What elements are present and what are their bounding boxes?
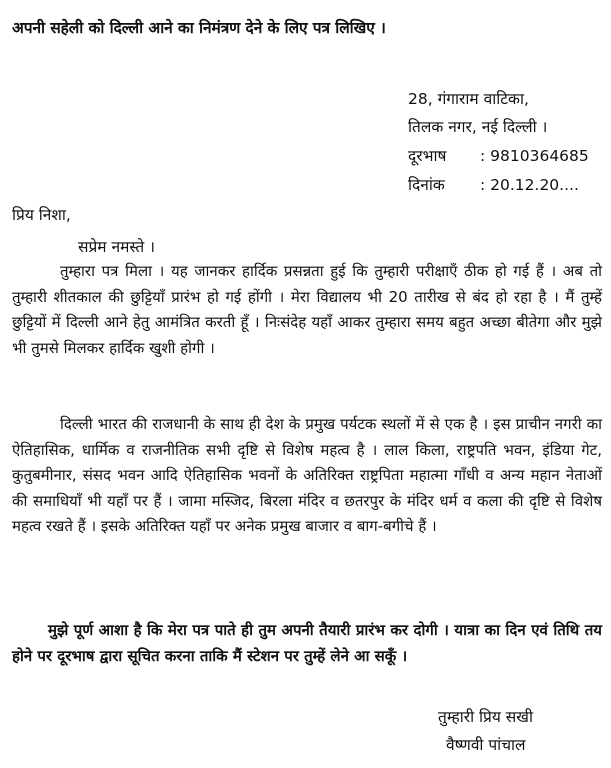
phone-label: दूरभाष bbox=[408, 147, 447, 165]
date-line bbox=[408, 173, 579, 195]
sender-name: वैष्णवी पांचाल bbox=[446, 736, 526, 754]
address-line-1: 28, गंगाराम वाटिका, bbox=[408, 90, 529, 108]
letter-title: अपनी सहेली को दिल्ली आने का निमंत्रण देने के लिए पत्र लिखिए । bbox=[12, 19, 386, 37]
salutation: प्रिय निशा, bbox=[12, 206, 71, 224]
date-value: : 20.12.20.... bbox=[480, 176, 579, 194]
phone-line bbox=[408, 144, 589, 166]
body-paragraph-2: दिल्ली भारत की राजधानी के साथ ही देश के प्रमुख पर्यटक स्थलों में से एक है । इस प्राचीन नगरी का ऐतिहासिक, धार्मिक व राजनीतिक सभी दृष्टि से विशेष महत्व है । लाल किला, राष्ट्रपति भवन, इंडिया गेट, कुतुबमीनार, संसद भवन आदि ऐतिहासिक भवनों के अतिरिक्त राष्ट्रपिता महात्मा गाँधी व अन्य महान नेताओं की समाधियाँ भी यहाँ पर हैं । जामा मस्जिद, बिरला मंदिर व छतरपुर के मंदिर धर्म व कला की दृष्टि से विशेष महत्व रखते हैं । इसके अतिरिक्त यहाँ पर अनेक प्रमुख बाजार व बाग-बगीचे हैं । bbox=[12, 415, 602, 535]
address-line-2: तिलक नगर, नई दिल्ली । bbox=[408, 118, 548, 136]
phone-value: : 9810364685 bbox=[480, 147, 589, 165]
greeting: सप्रेम नमस्ते । bbox=[78, 238, 156, 256]
body-paragraph-3: मुझे पूर्ण आशा है कि मेरा पत्र पाते ही तुम अपनी तैयारी प्रारंभ कर दोगी । यात्रा का दिन एवं तिथि तय होने पर दूरभाष द्वारा सूचित करना ताकि मैं स्टेशन पर तुम्हें लेने आ सकूँ । bbox=[12, 621, 602, 665]
closing-line: तुम्हारी प्रिय सखी bbox=[438, 708, 533, 726]
date-label: दिनांक bbox=[408, 176, 445, 194]
body-paragraph-1: तुम्हारा पत्र मिला । यह जानकर हार्दिक प्रसन्नता हुई कि तुम्हारी परीक्षाएँ ठीक हो गई हैं । अब तो तुम्हारी शीतकाल की छुट्टियाँ प्रारंभ हो गई होंगी । मेरा विद्यालय भी 20 तारीख से बंद हो रहा है । मैं तुम्हें छुट्टियों में दिल्ली आने हेतु आमंत्रित करती हूँ । निःसंदेह यहाँ आकर तुम्हारा समय बहुत अच्छा बीतेगा और मुझे भी तुमसे मिलकर हार्दिक खुशी होगी । bbox=[12, 262, 602, 357]
